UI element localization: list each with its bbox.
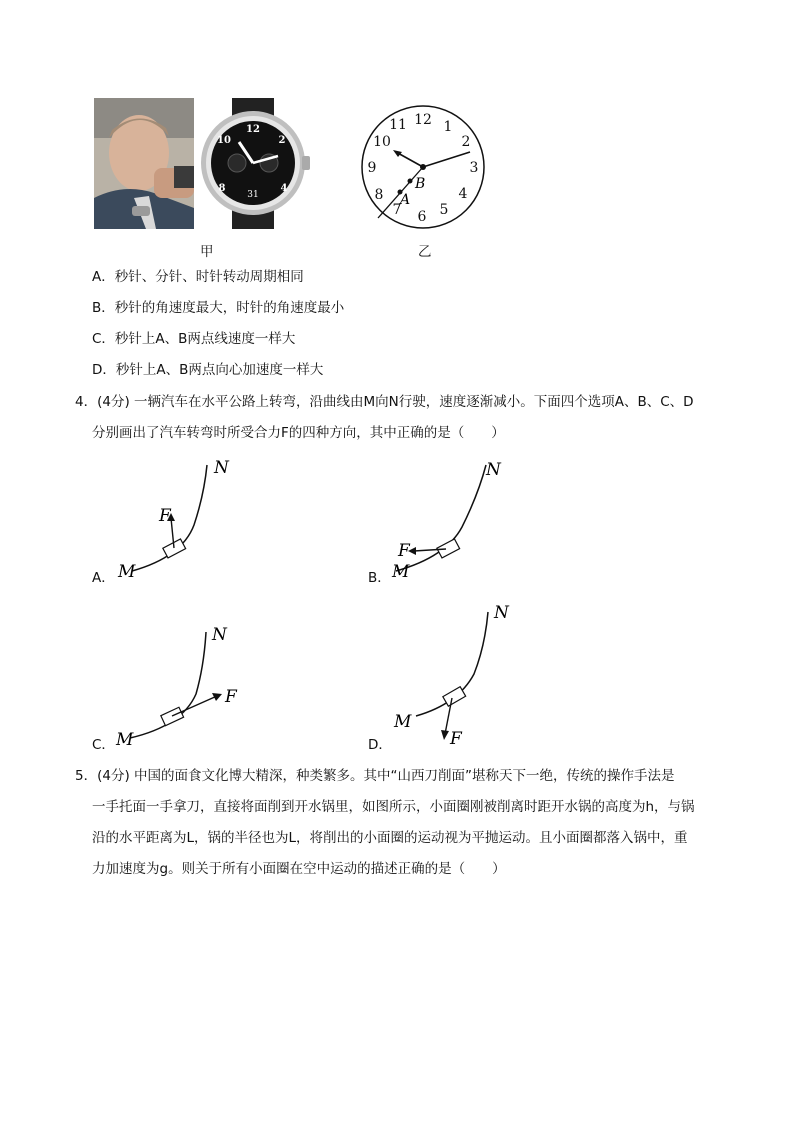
clock-number-1: 1 (443, 119, 453, 135)
end-label-n: N (212, 625, 227, 645)
caption-yi: 乙 (418, 244, 432, 260)
q5-stem-line1: 5．(4分) 中国的面食文化博大精深，种类繁多。其中“山西刀削面”堪称天下一绝，传统的操作手法是 (75, 768, 675, 784)
q3-option-b: B．秒针的角速度最大，时针的角速度最小 (92, 300, 345, 316)
force-label: F (159, 506, 171, 526)
watch-number-10: 10 (217, 135, 231, 146)
start-label-m: M (394, 712, 412, 732)
clock-number-7: 7 (392, 202, 402, 218)
q3-option-d: D．秒针上A、B两点向心加速度一样大 (92, 362, 324, 378)
clock-number-9: 9 (367, 160, 377, 176)
point-b-label: B (415, 176, 426, 192)
clock-diagram (360, 100, 490, 230)
end-label-n: N (486, 460, 501, 480)
q4-option-c-label: C． (92, 737, 115, 753)
caption-jia: 甲 (200, 244, 214, 260)
q5-stem-line2: 一手托面一手拿刀，直接将面削到开水锅里，如图所示，小面圈刚被削离时距开水锅的高度为h，与锅 (92, 799, 695, 815)
q4-option-b-label: B． (368, 570, 391, 586)
force-label: F (398, 541, 410, 561)
q5-stem-line4: 力加速度为g。则关于所有小面圈在空中运动的描述正确的是（ ） (92, 861, 506, 877)
clock-number-8: 8 (374, 187, 384, 203)
clock-number-3: 3 (469, 160, 479, 176)
q4-stem-line1: 4．(4分) 一辆汽车在水平公路上转弯，沿曲线由M向N行驶，速度逐渐减小。下面四个选项A、B、C、D (75, 394, 694, 410)
end-label-n: N (494, 603, 509, 623)
point-a-label: A (400, 192, 411, 208)
clock-number-10: 10 (373, 134, 391, 150)
watch-number-12: 12 (246, 124, 260, 135)
force-arrow (172, 696, 217, 716)
clock-number-11: 11 (389, 117, 407, 133)
watch-number-8: 8 (218, 183, 226, 194)
car-box (437, 539, 460, 558)
start-label-m: M (116, 730, 134, 750)
q4-option-c-diagram (112, 620, 252, 750)
q3-option-a: A．秒针、分针、时针转动周期相同 (92, 269, 304, 285)
clock-number-12: 12 (414, 112, 432, 128)
force-label: F (450, 729, 462, 748)
q5-stem-line3: 沿的水平距离为L，锅的半径也为L，将削出的小面圈的运动视为平抛运动。且小面圈都落入锅中，重 (92, 830, 688, 846)
force-label: F (225, 687, 237, 707)
clock-number-5: 5 (439, 202, 449, 218)
q4-option-a-diagram (112, 455, 242, 585)
point-b-dot (408, 179, 413, 184)
photo-putin-watch (94, 98, 310, 229)
watch-date: 31 (247, 190, 259, 200)
q4-option-b-diagram (388, 455, 518, 585)
watch-number-2: 2 (278, 135, 286, 146)
clock-number-4: 4 (458, 186, 468, 202)
car-box (163, 539, 186, 558)
q4-option-a-label: A． (92, 570, 115, 586)
photo-illustration (94, 98, 310, 229)
minute-hand (423, 152, 470, 167)
q3-option-c: C．秒针上A、B两点线速度一样大 (92, 331, 296, 347)
clock-number-6: 6 (417, 209, 427, 225)
start-label-m: M (118, 562, 136, 582)
watch-number-4: 4 (280, 183, 288, 194)
q4-option-d-label: D． (368, 737, 392, 753)
start-label-m: M (392, 562, 410, 582)
q4-stem-line2: 分别画出了汽车转弯时所受合力F的四种方向，其中正确的是（ ） (92, 425, 505, 441)
q4-option-d-diagram (388, 598, 518, 748)
end-label-n: N (214, 458, 229, 478)
car-box (443, 687, 466, 707)
clock-number-2: 2 (461, 134, 471, 150)
